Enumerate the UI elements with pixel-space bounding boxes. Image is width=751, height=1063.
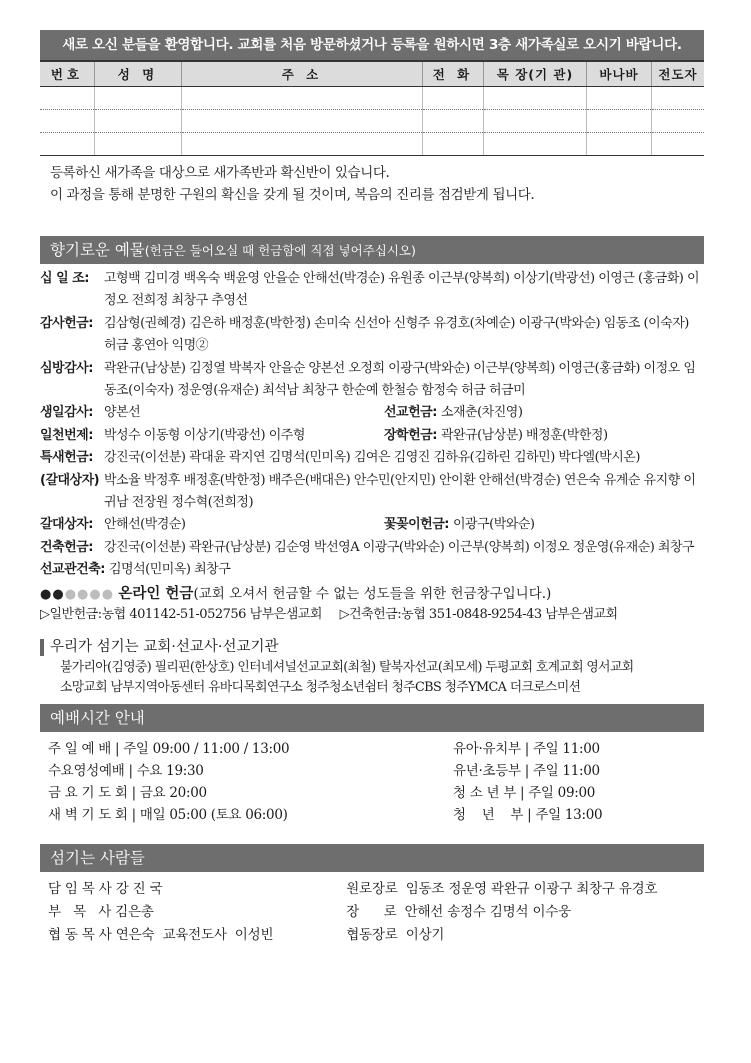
list-item: 유아·유치부 | 주일 11:00 [453,740,600,757]
table-row[interactable] [40,133,704,156]
staff-left [48,878,346,947]
worship-times-left [48,738,453,826]
list-item: 부 목 사 김은총 [48,903,154,920]
col-number: 번호 [40,61,95,87]
list-item: 청 년 부 | 주일 13:00 [453,806,603,823]
col-barnabas: 바나바 [587,61,652,87]
offering-list [40,268,704,582]
col-evangelist: 전도자 [652,61,705,87]
list-item: 금 요 기 도 회 | 금요 20:00 [48,784,207,801]
list-item: 수요영성예배 | 수요 19:30 [48,762,204,779]
mission-building-row: 선교관건축: 김명석(민미옥) 최창구 [40,562,231,578]
galdae-offer-row: (갈대상자) 박소율 박정후 배정훈(박한정) 배주은(배대은) 안수민(안지민) 안이환 안해선(박경순) 연은숙 유계순 유지향 이귀남 전장원 정수혁(전희정) [40,472,696,511]
staff-list [40,878,704,947]
list-item: 원로장로 임동조 정운영 곽완규 이광구 최창구 유경호 [346,880,658,897]
registration-header-row [40,61,704,87]
list-item: 담 임 목 사 강 진 국 [48,880,163,897]
col-phone: 전 화 [423,61,484,87]
bulletin-page [40,30,704,947]
list-item: 협 동 목 사 연은숙 교육전도사 이성빈 [48,926,274,943]
welcome-banner: 새로 오신 분들을 환영합니다. 교회를 처음 방문하셨거나 등록을 원하시면 3층 새가족실로 오시기 바랍니다. [40,30,704,60]
galdae-flower-row: 갈대상자: 안해선(박경순) 꽃꽂이헌금: 이광구(박와순) [40,517,535,533]
worship-times [40,738,704,826]
building-row: 건축헌금: 강진국(이선분) 곽완규(남상분) 김순영 박선영A 이광구(박와순) 이근부(양복희) 이정오 정운영(유재순) 최창구 [40,539,695,555]
missions-list: 불가리아(김영중) 필리핀(한상호) 인터네셔널선교교회(최철) 탈북자선교(최모세) 두평교회 호계교회 영서교회 소망교회 남부지역아동센터 유바디목회연구소 청주청소년쉼터 청주CBS 청주YMCA 더크로스미션 [60,659,634,695]
missions-title: 우리가 섬기는 교회·선교사·선교기관 [40,639,704,656]
worship-section-title: 예배시간 안내 [40,704,704,732]
visit-row: 심방감사: 곽완규(남상분) 김정열 박복자 안을순 양본선 오정희 이광구(박와순) 이근부(양복희) 이영근(홍금화) 이정오 임동조(이숙자) 정운영(유재순) 최석남 최창구 한순예 한철승 함정숙 허금 허금미 [40,360,696,399]
bank-accounts [40,605,704,625]
list-item: 협동장로 이상기 [346,926,445,943]
online-offering: ●●●●●● 온라인 헌금(교회 오셔서 헌금할 수 없는 성도들을 위한 헌금창구입니다.) [40,585,552,602]
col-group: 목 장(기 관) [484,61,587,87]
offering-section-title: 향기로운 예물(헌금은 들어오실 때 헌금함에 직접 넣어주십시오) [40,236,704,264]
staff-section-title: 섬기는 사람들 [40,844,704,872]
thousand-scholarship-row: 일천번제: 박성수 이동형 이상기(박광선) 이주형 장학헌금: 곽완규(남상분) 배정훈(박한정) [40,427,608,443]
table-row[interactable] [40,110,704,133]
thanks-row: 감사헌금: 김삼형(권혜경) 김은하 배정훈(박한정) 손미숙 신선아 신형주 유경호(차예순) 이광구(박와순) 임동조 (이숙자) 허금 홍연아 익명② [40,315,689,354]
col-address: 주 소 [182,61,423,87]
list-item: 새 벽 기 도 회 | 매일 05:00 (토요 06:00) [48,806,288,823]
list-item: 주 일 예 배 | 주일 09:00 / 11:00 / 13:00 [48,740,290,757]
staff-right [346,878,704,947]
col-name: 성 명 [95,61,182,87]
list-item: 장 로 안해선 송정수 김명석 이수웅 [346,903,571,920]
table-row[interactable] [40,87,704,110]
special-row: 특새헌금: 강진국(이선분) 곽대윤 곽지연 김명석(민미옥) 김여은 김영진 김하유(김하린 김하민) 박다엘(박시온) [40,450,640,466]
building-account: ▷건축헌금:농협 351-0848-9254-43 남부은샘교회 [339,606,618,622]
general-account: ▷일반헌금:농협 401142-51-052756 남부은샘교회 [40,606,322,622]
worship-times-right [453,738,703,826]
list-item: 유년·초등부 | 주일 11:00 [453,762,600,779]
tithe-row: 십 일 조: 고형백 김미경 백옥숙 백윤영 안을순 안해선(박경순) 유원종 이근부(양복희) 이상기(박광선) 이영근 (홍금화) 이정오 전희정 최창구 추영선 [40,271,700,309]
list-item: 청 소 년 부 | 주일 09:00 [453,784,596,801]
new-family-note: 등록하신 새가족을 대상으로 새가족반과 확신반이 있습니다. 이 과정을 통해 분명한 구원의 확신을 갖게 될 것이며, 복음의 진리를 점검받게 됩니다. [50,165,535,203]
progress-dots-icon: ●●●●●● [40,586,115,602]
registration-table [40,60,704,156]
birthday-mission-row: 생일감사: 양본선 선교헌금: 소재춘(차진영) [40,405,523,421]
